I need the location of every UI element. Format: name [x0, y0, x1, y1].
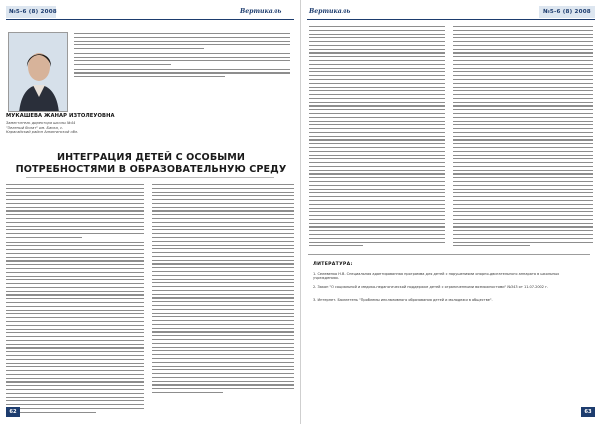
brand-right: Вертикаль [309, 8, 351, 15]
page-number-left: 62 [6, 407, 20, 417]
header-rule-right [307, 19, 595, 20]
author-name: МУКАШЕВА ЖАНАР ИЗТОЛЕУОВНА [6, 113, 115, 119]
body-column-2 [152, 184, 294, 396]
author-photo [8, 32, 68, 112]
reference-item: 2. Закон "О социальной и медико-педагогической поддержке детей с ограниченными возможностями" №343 от 11.07.2002 г. [313, 285, 549, 289]
issue-number-left: №5-6 (8) 2008 [9, 9, 57, 15]
brand-left: Вертикаль [240, 8, 282, 15]
reference-item: 1. Селевенко Н.В. Специальная адаптированная программа для детей с нарушениями опорно-двигательного аппарата в школьных учреждениях. [313, 272, 560, 281]
title-underline [26, 177, 274, 178]
issue-number-right: №5-6 (8) 2008 [543, 9, 591, 15]
body-column-4 [453, 26, 593, 249]
reference-item: 3. Интернет. Бюллетень "Проблемы инклюзивного образования детей и молодежи в обществе". [313, 298, 493, 302]
page-number-right: 63 [581, 407, 595, 417]
author-affiliation: Заместитель директора школы №44 "Зеленый болат" им. Банка, с. Карасайский район Алматинской обл. [6, 121, 79, 135]
author-bio-text [74, 33, 290, 80]
body-column-3 [309, 26, 445, 249]
references-heading: ЛИТЕРАТУРА: [313, 262, 353, 267]
article-title: ИНТЕГРАЦИЯ ДЕТЕЙ С ОСОБЫМИ ПОТРЕБНОСТЯМИ В ОБРАЗОВАТЕЛЬНУЮ СРЕДУ [15, 152, 287, 175]
header-rule-left [6, 19, 294, 20]
body-column-1 [6, 184, 144, 415]
